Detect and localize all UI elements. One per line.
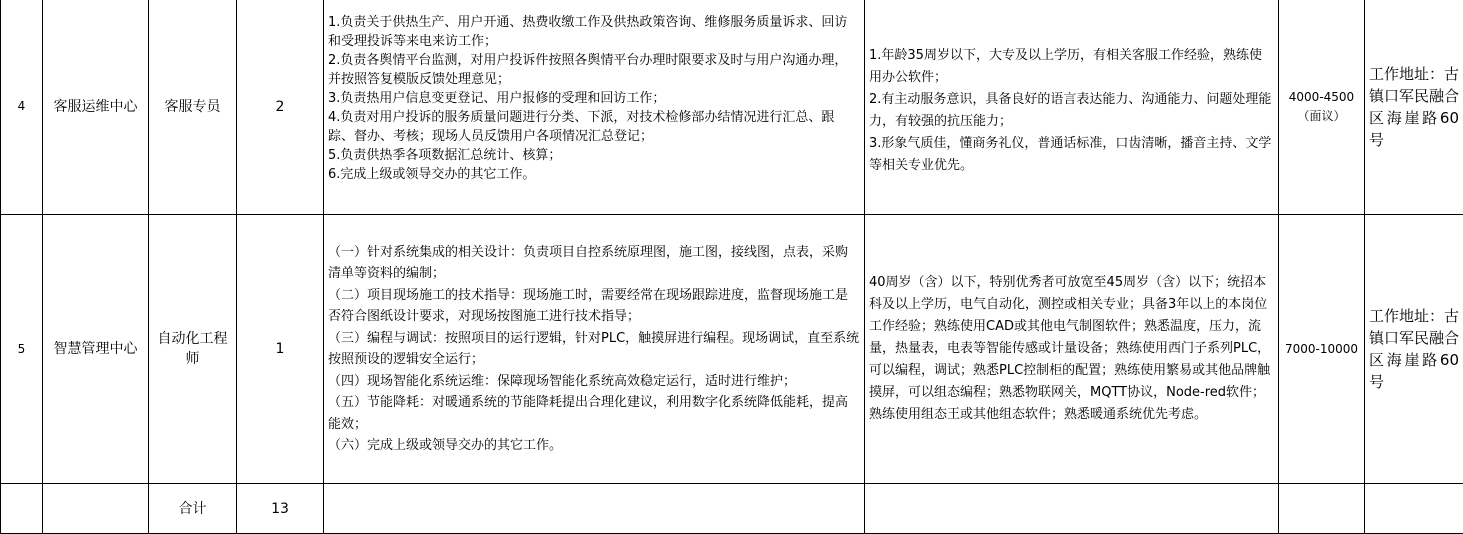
- duty-item: 3.负责热用户信息变更登记、用户报修的受理和回访工作；: [328, 91, 666, 106]
- duty-item: （三）编程与调试：按照项目的运行逻辑，针对PLC，触摸屏进行编程。现场调试，直至系统按照预设的逻辑安全运行；: [328, 330, 860, 367]
- department-cell: 智慧管理中心: [43, 215, 149, 484]
- position-cell: 自动化工程师: [149, 215, 237, 484]
- total-count: 13: [237, 484, 324, 534]
- duty-item: 5.负责供热季各项数据汇总统计、核算；: [328, 148, 562, 163]
- headcount-cell: 1: [237, 215, 324, 484]
- total-label: 合计: [149, 484, 237, 534]
- duty-item: 1.负责关于供热生产、用户开通、热费收缴工作及供热政策咨询、维修服务质量诉求、回访和受理投诉等来电来访工作；: [328, 15, 848, 49]
- empty-cell: [1279, 484, 1365, 534]
- total-row: [1, 484, 1463, 534]
- empty-cell: [865, 484, 1279, 534]
- position-cell: 客服专员: [149, 0, 237, 215]
- salary-cell: 4000-4500（面议）: [1279, 0, 1365, 215]
- empty-cell: [1365, 484, 1463, 534]
- duty-item: 2.负责各舆情平台监测，对用户投诉件按照各舆情平台办理时限要求及时与用户沟通办理，并按照答复模版反馈处理意见；: [328, 53, 848, 87]
- duty-item: （六）完成上级或领导交办的其它工作。: [328, 438, 563, 453]
- department-cell: 客服运维中心: [43, 0, 149, 215]
- table-row-5: [1, 215, 1463, 484]
- address-cell: 工作地址：古镇口军民融合区海崖路60号: [1365, 0, 1463, 215]
- address-cell: 工作地址：古镇口军民融合区海崖路60号: [1365, 215, 1463, 484]
- duty-item: （二）项目现场施工的技术指导：现场施工时，需要经常在现场跟踪进度，监督现场施工是否符合图纸设计要求，对现场按图施工进行技术指导；: [328, 287, 849, 324]
- requirement-item: 1.年龄35周岁以下，大专及以上学历，有相关客服工作经验，熟练使用办公软件；: [869, 47, 1262, 85]
- duty-item: 4.负责对用户投诉的服务质量问题进行分类、下派，对技术检修部办结情况进行汇总、跟踪、督办、考核；现场人员反馈用户各项情况汇总登记；: [328, 110, 835, 144]
- headcount-cell: 2: [237, 0, 324, 215]
- duty-item: （一）针对系统集成的相关设计：负责项目自控系统原理图，施工图，接线图，点表，采购清单等资料的编制；: [328, 244, 849, 281]
- duties-cell: [324, 0, 865, 215]
- requirements-cell: 40周岁（含）以下，特别优秀者可放宽至45周岁（含）以下；统招本科及以上学历，电气自动化，测控或相关专业；具备3年以上的本岗位工作经验；熟练使用CAD或其他电气制图软件；熟悉温度，压力，流量，热量表，电表等智能传感或计量设备；熟练使用西门子系列PLC，可以编程，调试；熟悉PLC控制柜的配置；熟练使用繁易或其他品牌触摸屏，可以组态编程；熟悉物联网关，MQTT协议，Node-red软件；熟练使用组态王或其他组态软件；熟悉暖通系统优先考虑。: [865, 215, 1279, 484]
- empty-cell: [324, 484, 865, 534]
- duty-item: （四）现场智能化系统运维：保障现场智能化系统高效稳定运行，适时进行维护；: [328, 373, 797, 389]
- salary-cell: 7000-10000: [1279, 215, 1365, 484]
- empty-cell: [1, 484, 43, 534]
- duty-item: （五）节能降耗：对暖通系统的节能降耗提出合理化建议，利用数字化系统降低能耗，提高能效；: [328, 395, 849, 432]
- requirement-item: 2.有主动服务意识，具备良好的语言表达能力、沟通能力、问题处理能力，有较强的抗压能力；: [869, 91, 1272, 129]
- row-number: 4: [1, 0, 43, 215]
- requirement-item: 3.形象气质佳，懂商务礼仪，普通话标准，口齿清晰，播音主持、文学等相关专业优先。: [869, 135, 1272, 173]
- empty-cell: [43, 484, 149, 534]
- duty-item: 6.完成上级或领导交办的其它工作。: [328, 167, 536, 182]
- table-row-4: [1, 0, 1463, 215]
- row-number: 5: [1, 215, 43, 484]
- duties-cell: [324, 215, 865, 484]
- requirements-cell: [865, 0, 1279, 215]
